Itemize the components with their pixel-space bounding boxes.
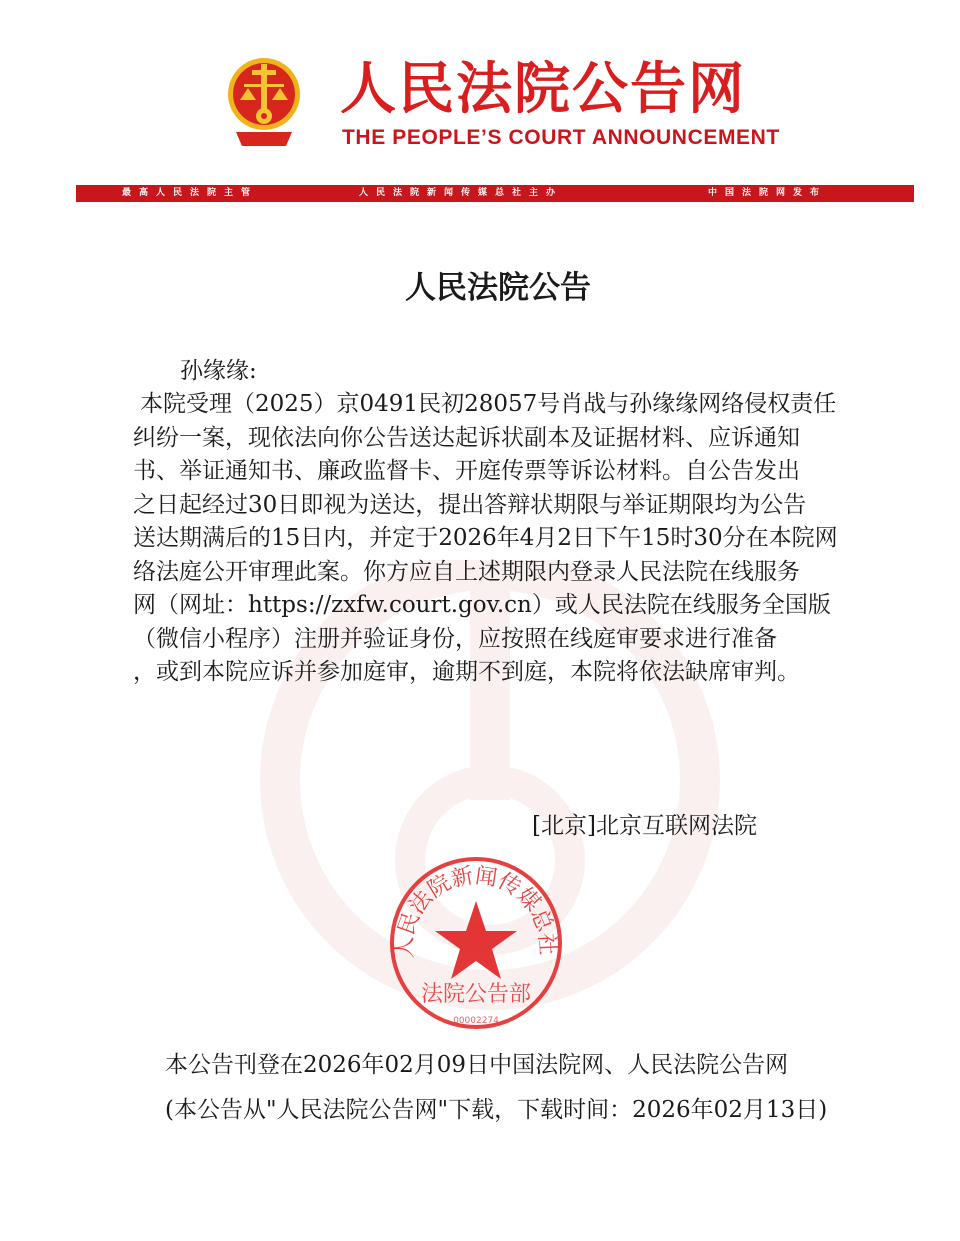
body-line: 书、举证通知书、廉政监督卡、开庭传票等诉讼材料。自公告发出 — [133, 458, 800, 484]
site-logo-english: THE PEOPLE’S COURT ANNOUNCEMENT — [342, 126, 780, 149]
seal-number: 00002274 — [453, 1016, 499, 1026]
band-text-supervisor: 最高人民法院主管 — [122, 188, 259, 198]
band-text-organizer: 人民法院新闻传媒总社主办 — [359, 188, 564, 198]
download-info: (本公告从"人民法院公告网"下载，下载时间：2026年02月13日) — [165, 1097, 828, 1123]
seal-department: 法院公告部 — [420, 982, 532, 1007]
body-line: 本院受理（2025）京0491民初28057号肖战与孙缘缘网络侵权责任 — [140, 391, 837, 417]
body-line: 送达期满后的15日内，并定于2026年4月2日下午15时30分在本院网 — [133, 525, 838, 551]
body-line: （微信小程序）注册并验证身份，应按照在线庭审要求进行准备 — [133, 626, 777, 652]
court-emblem-logo — [226, 54, 302, 150]
court-name: [北京]北京互联网法院 — [532, 813, 757, 839]
body-line: 网（网址：https://zxfw.court.gov.cn）或人民法院在线服务全国版 — [133, 592, 831, 618]
body-line: 络法庭公开审理此案。你方应自上述期限内登录人民法院在线服务 — [133, 559, 800, 585]
seal-arc-text: 人民法院新闻传媒总社 — [392, 863, 560, 959]
notice-title: 人民法院公告 — [405, 270, 591, 306]
body-line: 纠纷一案，现依法向你公告送达起诉状副本及证据材料、应诉通知 — [133, 425, 800, 451]
band-text-publisher: 中国法院网发布 — [708, 188, 828, 198]
body-line: 之日起经过30日即视为送达，提出答辩状期限与举证期限均为公告 — [133, 492, 807, 518]
header-band — [76, 185, 914, 202]
addressee: 孙缘缘: — [180, 358, 257, 384]
site-logo-chinese: 人民法院公告网 — [340, 57, 746, 122]
publish-info: 本公告刊登在2026年02月09日中国法院网、人民法院公告网 — [165, 1052, 789, 1078]
body-line: ，或到本院应诉并参加庭审，逾期不到庭，本院将依法缺席审判。 — [133, 659, 800, 685]
official-seal — [386, 853, 566, 1033]
